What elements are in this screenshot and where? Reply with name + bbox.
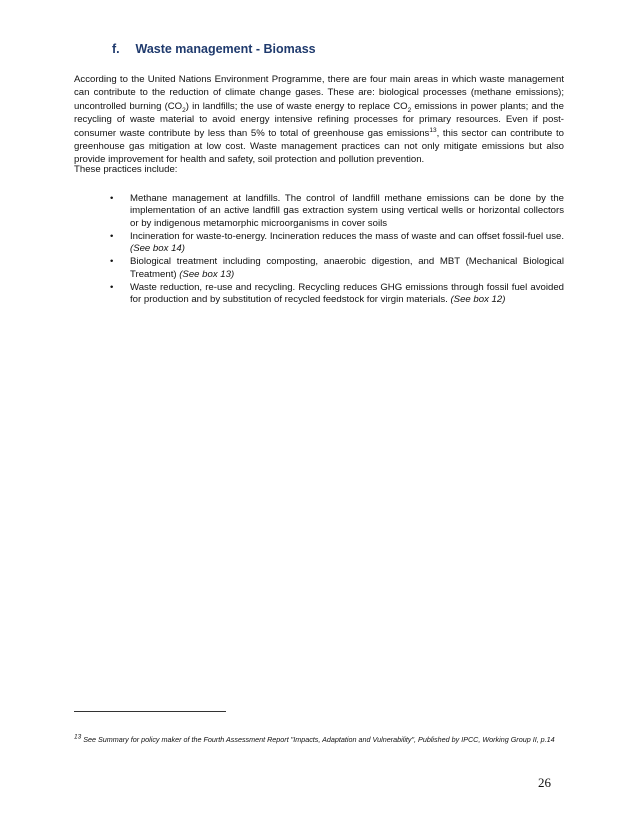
bullet-icon: • [110,230,114,242]
bullet-icon: • [110,256,114,268]
footnote-divider [74,711,226,712]
page-number: 26 [538,775,551,790]
list-item-text: Waste reduction, re-use and recycling. Recycling reduces GHG emissions through fossil fuel avoided for production and by substitution of recycled feedstock for virgin materials. [130,282,564,306]
practices-intro: These practices include: [74,164,178,175]
intro-text-1: According to the United Nations Environment Programme, there are four main areas in which waste management can contribute to the reduction of climate change gases. These are: biological processes (methane emissions); uncontrolled burning (CO [74,74,564,112]
footnote-text: See Summary for policy maker of the Fourth Assessment Report "Impacts, Adaptation and Vulnerability", Published by IPCC, Working Group II, p.14 [81,735,555,744]
co2-subscript: 2 [182,106,186,114]
footnote [74,734,564,745]
box-reference: (See box 12) [450,294,506,306]
intro-paragraph [74,73,564,167]
list-item-text: Biological treatment including composting, anaerobic digestion, and MBT (Mechanical Biological Treatment) [130,256,564,280]
intro-text-3: emissions in power plants; and the recycling of waste material to avoid energy intensive refining processes for primary resources. Even if post-consumer waste contribute by less than 5% to total of greenhouse gas emissions [74,100,564,139]
list-item-text: Incineration for waste-to-energy. Incineration reduces the mass of waste and can offset fossil-fuel use. [130,230,564,242]
bullet-icon: • [110,193,114,204]
bullet-icon: • [110,282,114,294]
list-item-text: Methane management at landfills. The control of landfill methane emissions can be done by the implementation of an active landfill gas extraction system using vertical wells or horizontal collectors or by indigenous metamorphic microorganisms in cover soils [130,193,564,229]
box-reference: (See box 14) [130,243,185,255]
list-item [110,231,564,256]
section-heading [112,42,316,56]
section-number: f. [112,42,120,56]
intro-text-4: , this sector can contribute to greenhouse gas mitigation at low cost. Waste management practices can not only mitigate emissions but also provide improvement for health and safety, soil protection and pollution prevention. [74,127,564,166]
list-item [110,256,564,281]
footnote-number: 13 [74,733,82,741]
footnote-reference: 13 [429,126,437,134]
intro-text-2: ) in landfills; the use of waste energy to replace CO [185,100,408,112]
section-title: Waste management - Biomass [135,42,316,56]
list-item [110,282,564,307]
list-item [110,193,564,230]
practices-list [110,193,564,308]
box-reference: (See box 13) [179,268,235,280]
co2-subscript: 2 [407,106,412,114]
